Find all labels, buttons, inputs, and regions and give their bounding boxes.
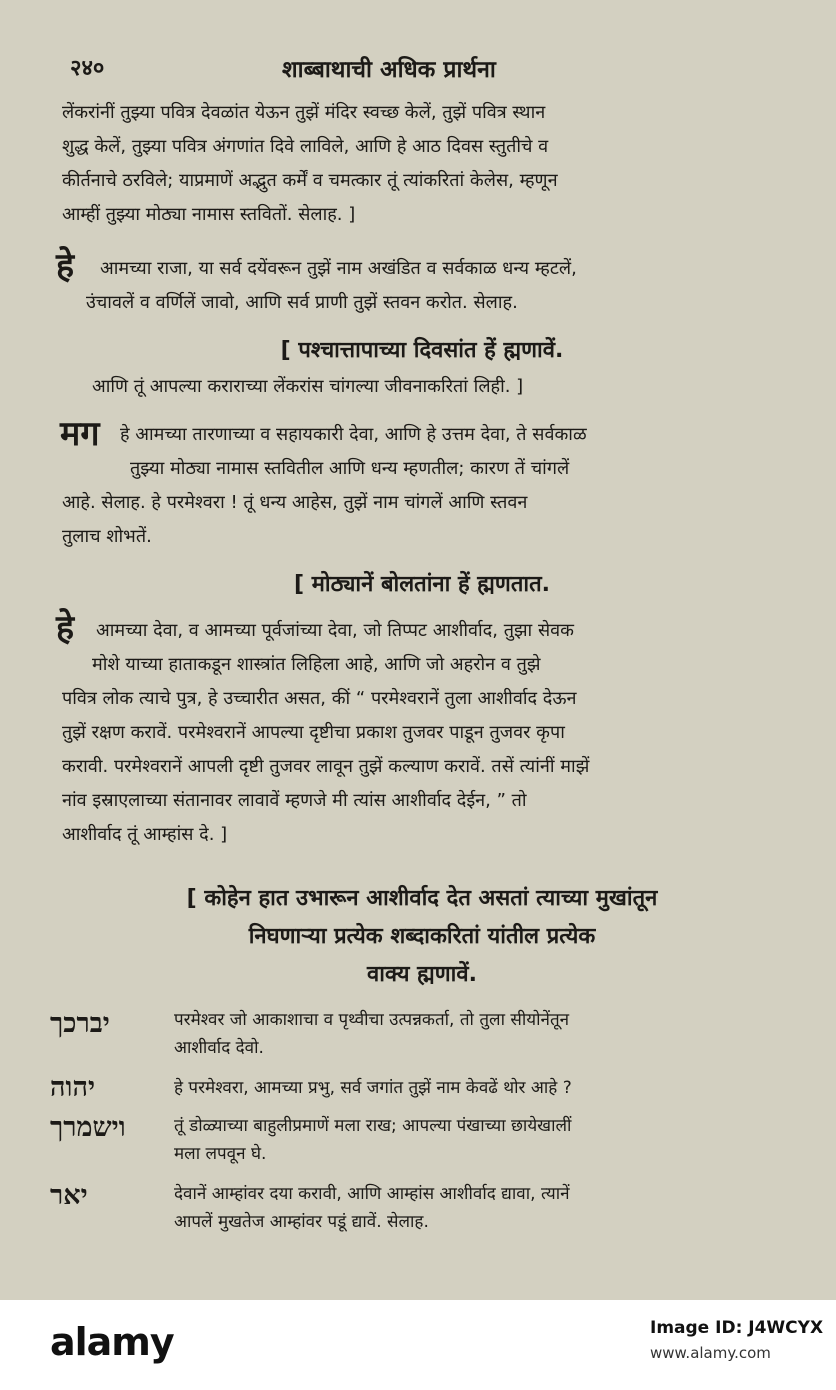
text-line: आमच्या देवा, व आमच्या पूर्वजांच्या देवा, जो तिप्पट आशीर्वाद, तुझा सेवक <box>96 620 574 641</box>
text-line: आशीर्वाद तूं आम्हांस दे. ] <box>62 824 228 845</box>
heading-aloud <box>62 566 782 604</box>
text-line: लेंकरांनीं तुझ्या पवित्र देवळांत येऊन तुझें मंदिर स्वच्छ केलें, तुझें पवित्र स्थान <box>62 102 546 123</box>
page-number: २४० <box>70 56 105 81</box>
text-line: मोशे याच्या हाताकडून शास्त्रांत लिहिला आहे, आणि जो अहरोन व तुझे <box>92 654 541 675</box>
text-line: आपलें मुखतेज आम्हांवर पडूं द्यावें. सेलाह. <box>174 1212 429 1232</box>
paragraph-2 <box>56 246 782 320</box>
heading-penitence <box>62 332 782 370</box>
hebrew-word: יהוה <box>50 1072 96 1103</box>
paragraph-3 <box>62 370 782 404</box>
drop-initial: मग <box>60 414 100 454</box>
running-title: शाब्बाथाची अधिक प्रार्थना <box>282 57 496 83</box>
drop-initial: हे <box>56 608 75 648</box>
text-line: आम्हीं तुझ्या मोठ्या नामास स्तवितों. सेलाह. ] <box>62 204 356 225</box>
hebrew-word: יברכך <box>50 1008 110 1039</box>
text-line: आहे. सेलाह. हे परमेश्वरा ! तूं धन्य आहेस, तुझें नाम चांगलें आणि स्तवन <box>62 492 528 513</box>
text-line: हे परमेश्वरा, आमच्या प्रभु, सर्व जगांत तुझें नाम केवढें थोर आहे ? <box>174 1078 572 1098</box>
hebrew-word: יאר <box>50 1180 88 1211</box>
alamy-logo: alamy <box>50 1320 174 1364</box>
text-line: करावी. परमेश्वरानें आपली दृष्टी तुजवर लावून तुझें कल्याण करावें. तसें त्यांनीं माझें <box>62 756 590 777</box>
text-line: आमच्या राजा, या सर्व दयेंवरून तुझें नाम अखंडित व सर्वकाळ धन्य म्हटलें, <box>100 258 577 279</box>
text-line: आणि तूं आपल्या कराराच्या लेंकरांस चांगल्या जीवनाकरितां लिही. ] <box>92 376 524 397</box>
text-line: आशीर्वाद देवो. <box>174 1038 264 1058</box>
page-header <box>62 48 762 88</box>
text-line: नांव इस्राएलाच्या संतानावर लावावें म्हणजे मी त्यांस आशीर्वाद देईन, ” तो <box>62 790 527 811</box>
text-line: तुलाच शोभतें. <box>62 526 152 547</box>
text-line: मला लपवून घे. <box>174 1144 267 1164</box>
text-line: तुझें रक्षण करावें. परमेश्वरानें आपल्या दृष्टीचा प्रकाश तुजवर पाडून तुजवर कृपा <box>62 722 565 743</box>
section-heading: निघणाऱ्या प्रत्येक शब्दाकरितां यांतील प्रत्येक <box>248 924 596 949</box>
site-url: www.alamy.com <box>650 1344 771 1362</box>
text-line: तुझ्या मोठ्या नामास स्तवितील आणि धन्य म्हणतील; कारण तें चांगलें <box>130 458 570 479</box>
heading-kohen <box>62 880 782 994</box>
hebrew-word: וישמרך <box>50 1112 126 1143</box>
section-heading: वाक्य ह्मणावें. <box>367 962 477 987</box>
text-line: देवानें आम्हांवर दया करावी, आणि आम्हांस आशीर्वाद द्यावा, त्यानें <box>174 1184 570 1204</box>
section-heading: [ पश्चात्तापाच्या दिवसांत हें ह्मणावें. <box>280 338 564 363</box>
text-line: शुद्ध केलें, तुझ्या पवित्र अंगणांत दिवे लाविले, आणि हे आठ दिवस स्तुतीचे व <box>62 136 549 157</box>
paragraph-4 <box>60 414 782 554</box>
text-line: हे आमच्या तारणाच्या व सहायकारी देवा, आणि हे उत्तम देवा, ते सर्वकाळ <box>120 424 587 445</box>
text-line: कीर्तनाचे ठरविले; याप्रमाणें अद्भुत कर्में व चमत्कार तूं त्यांकरितां केलेस, म्हणून <box>62 170 558 191</box>
text-line: परमेश्वर जो आकाशाचा व पृथ्वीचा उत्पन्नकर्ता, तो तुला सीयोनेंतून <box>174 1010 570 1030</box>
text-line: उंचावलें व वर्णिलें जावो, आणि सर्व प्राणी तुझें स्तवन करोत. सेलाह. <box>86 292 518 313</box>
drop-initial: हे <box>56 246 75 286</box>
section-heading: [ मोठ्यानें बोलतांना हें ह्मणतात. <box>294 572 550 597</box>
text-line: पवित्र लोक त्याचे पुत्र, हे उच्चारीत असत, कीं “ परमेश्वरानें तुला आशीर्वाद देऊन <box>62 688 577 709</box>
watermark-footer <box>0 1300 836 1390</box>
text-line: तूं डोळ्याच्या बाहुलीप्रमाणें मला राख; आपल्या पंखाच्या छायेखालीं <box>174 1116 572 1136</box>
section-heading: [ कोहेन हात उभारून आशीर्वाद देत असतां त्याच्या मुखांतून <box>186 886 658 911</box>
image-id-label: Image ID: J4WCYX <box>650 1318 824 1338</box>
paragraph-1 <box>62 96 782 232</box>
paragraph-5 <box>56 608 782 852</box>
